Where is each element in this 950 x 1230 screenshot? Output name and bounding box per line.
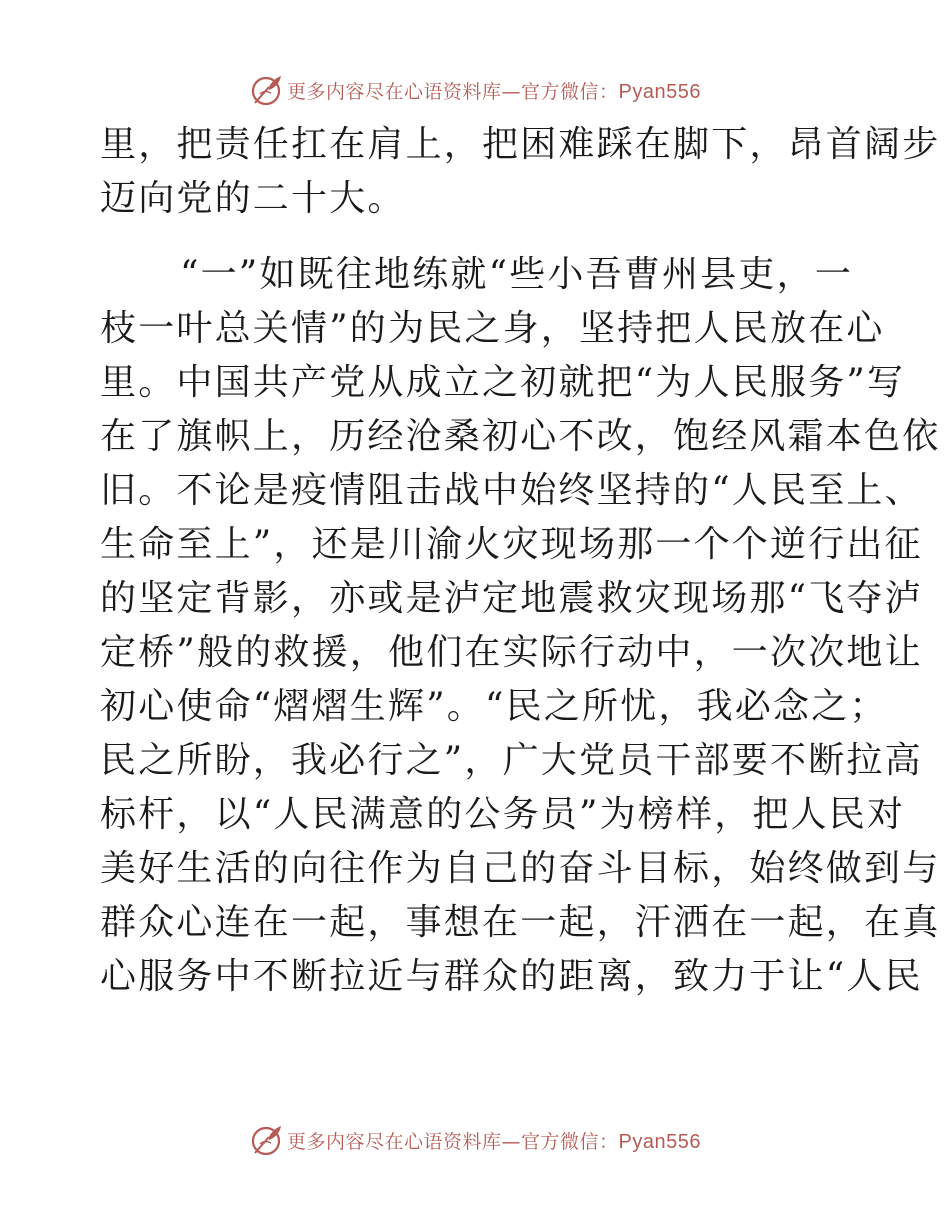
text-line: 初心使命“熠熠生辉”。“民之所忧，我必念之； <box>100 686 888 727</box>
watermark-wechat-id: Pyan556 <box>618 80 701 103</box>
paragraph-2 <box>100 248 941 1004</box>
text-line: “一”如既往地练就“些小吾曹州县吏，一 <box>180 254 854 295</box>
text-line: 旧。不论是疫情阻击战中始终坚持的“人民至上、 <box>100 470 923 511</box>
text-line: 在了旗帜上，历经沧桑初心不改，饱经风霜本色依 <box>100 416 941 457</box>
text-line: 心服务中不断拉近与群众的距离，致力于让“人民 <box>100 956 923 997</box>
text-line: 迈向党的二十大。 <box>100 178 406 219</box>
text-line: 标杆，以“人民满意的公务员”为榜样，把人民对 <box>100 794 906 835</box>
text-line: 定桥”般的救援，他们在实际行动中，一次次地让 <box>100 632 923 673</box>
quill-logo-icon <box>249 73 283 107</box>
paragraph-1 <box>100 118 941 226</box>
text-line: 民之所盼，我必行之”，广大党员干部要不断拉高 <box>100 740 923 781</box>
watermark-text: 更多内容尽在心语资料库—官方微信：Pyan556 <box>287 1130 701 1153</box>
text-line: 里，把责任扛在肩上，把困难踩在脚下，昂首阔步 <box>100 124 941 165</box>
text-line: 的坚定背影，亦或是泸定地震救灾现场那“飞夺泸 <box>100 578 923 619</box>
watermark-wechat-id: Pyan556 <box>618 1130 701 1153</box>
text-line: 里。中国共产党从成立之初就把“为人民服务”写 <box>100 362 906 403</box>
text-line: 美好生活的向往作为自己的奋斗目标，始终做到与 <box>100 848 941 889</box>
watermark-text: 更多内容尽在心语资料库—官方微信：Pyan556 <box>287 80 701 103</box>
text-line: 生命至上”，还是川渝火灾现场那一个个逆行出征 <box>100 524 923 565</box>
header-watermark <box>0 70 950 110</box>
document-body <box>100 118 941 1004</box>
quill-logo-icon <box>249 1123 283 1157</box>
footer-watermark <box>0 1120 950 1160</box>
text-line: 枝一叶总关情”的为民之身，坚持把人民放在心 <box>100 308 885 349</box>
text-line: 群众心连在一起，事想在一起，汗洒在一起，在真 <box>100 902 941 943</box>
